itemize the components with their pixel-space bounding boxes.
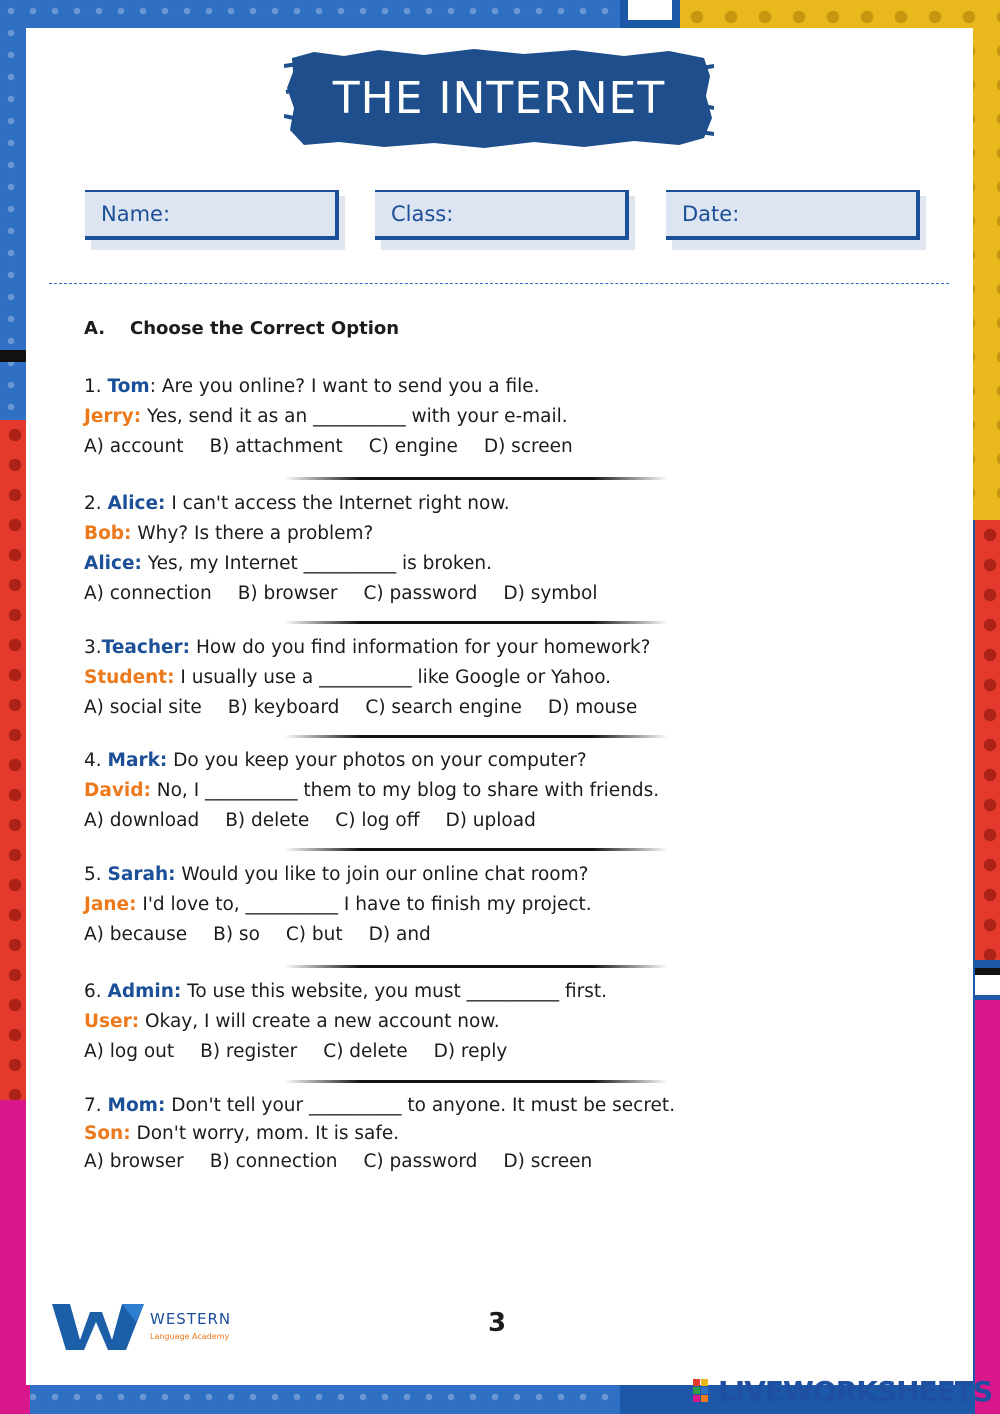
class-label: Class:	[391, 202, 454, 226]
dialogue-text: Would you like to join our online chat room?	[175, 864, 589, 885]
dialogue-text: Don't worry, mom. It is safe.	[130, 1123, 400, 1144]
w-logo-icon	[50, 1300, 146, 1354]
logo-name: WESTERN	[150, 1310, 232, 1328]
answer-option[interactable]: A) connection	[84, 583, 212, 604]
dialogue-text: Why? Is there a problem?	[131, 523, 374, 544]
dialogue-text: Okay, I will create a new account now.	[139, 1011, 500, 1032]
answer-option[interactable]: C) password	[363, 583, 478, 604]
question-separator	[284, 965, 668, 968]
question-2	[84, 489, 954, 609]
question-7	[84, 1092, 954, 1176]
answer-option[interactable]: A) download	[84, 810, 200, 831]
question-5	[84, 860, 954, 950]
title-banner	[284, 46, 714, 150]
answer-blank[interactable]: __________	[313, 406, 406, 427]
speaker-name: Alice:	[107, 493, 166, 514]
answer-option[interactable]: D) reply	[433, 1041, 508, 1062]
question-1	[84, 372, 954, 462]
dialogue-text: to anyone. It must be secret.	[401, 1095, 676, 1116]
dialogue-line	[84, 519, 954, 549]
speaker-name: Jane:	[84, 894, 137, 915]
dialogue-text: first.	[559, 981, 608, 1002]
answer-option[interactable]: D) screen	[503, 1151, 593, 1172]
bg-white-block	[628, 0, 672, 20]
speaker-name: Mom:	[107, 1095, 166, 1116]
dialogue-text: with your e-mail.	[405, 406, 568, 427]
dialogue-line	[84, 1007, 954, 1037]
answer-blank[interactable]: __________	[309, 1095, 402, 1116]
speaker-name: Tom	[107, 376, 150, 397]
brand-text: LIVEWORKSHEETS	[718, 1374, 993, 1408]
dialogue-text: them to my blog to share with friends.	[297, 780, 660, 801]
speaker-name: David:	[84, 780, 151, 801]
section-letter: A.	[84, 318, 106, 339]
dialogue-text: Yes, send it as an	[141, 406, 314, 427]
question-6	[84, 977, 954, 1067]
speaker-separator: :	[149, 376, 156, 397]
question-separator	[284, 477, 668, 480]
answer-options	[84, 579, 954, 609]
answer-blank[interactable]: __________	[245, 894, 339, 915]
dialogue-line	[84, 372, 954, 402]
question-separator	[284, 735, 668, 738]
class-field[interactable]	[375, 190, 629, 242]
answer-option[interactable]: D) symbol	[503, 583, 598, 604]
answer-option[interactable]: C) search engine	[365, 697, 522, 718]
dialogue-line	[84, 489, 954, 519]
dialogue-line	[84, 402, 954, 432]
speaker-name: Admin:	[107, 981, 182, 1002]
dialogue-line	[84, 977, 954, 1007]
logo-subtitle: Language Academy	[150, 1332, 230, 1341]
question-4	[84, 746, 954, 836]
question-3	[84, 633, 954, 723]
speaker-name: Son:	[84, 1123, 131, 1144]
dialogue-text: Yes, my Internet	[141, 553, 304, 574]
dialogue-text: No, I	[150, 780, 206, 801]
bg-pink-right	[975, 1000, 1000, 1414]
liveworksheets-logo-icon	[692, 1378, 718, 1404]
speaker-name: Student:	[84, 667, 175, 688]
dialogue-text: How do you find information for your homework?	[190, 637, 651, 658]
date-label: Date:	[682, 202, 740, 226]
question-number: 5.	[84, 864, 108, 885]
answer-option[interactable]: D) screen	[483, 436, 573, 457]
dialogue-text: I have to finish my project.	[338, 894, 592, 915]
question-number: 3.	[84, 637, 102, 658]
bg-red-right	[975, 520, 1000, 960]
dialogue-line	[84, 746, 954, 776]
speaker-name: Sarah:	[107, 864, 176, 885]
answer-option[interactable]: D) mouse	[547, 697, 638, 718]
answer-option[interactable]: C) engine	[368, 436, 458, 457]
dialogue-text: Do you keep your photos on your computer?	[167, 750, 587, 771]
name-field[interactable]	[85, 190, 339, 242]
dialogue-line	[84, 633, 954, 663]
dialogue-line	[84, 549, 954, 579]
answer-options	[84, 1037, 954, 1067]
date-field[interactable]	[666, 190, 920, 242]
answer-option[interactable]: A) because	[84, 924, 188, 945]
answer-blank[interactable]: __________	[205, 780, 298, 801]
answer-option[interactable]: A) log out	[84, 1041, 175, 1062]
answer-option[interactable]: D) upload	[445, 810, 536, 831]
answer-option[interactable]: B) register	[200, 1041, 298, 1062]
answer-option[interactable]: B) keyboard	[227, 697, 340, 718]
answer-option[interactable]: A) account	[84, 436, 184, 457]
answer-options	[84, 806, 954, 836]
answer-blank[interactable]: __________	[466, 981, 560, 1002]
question-number: 1.	[84, 376, 108, 397]
worksheet-page	[26, 28, 973, 1385]
answer-option[interactable]: C) but	[285, 924, 343, 945]
dialogue-text: is broken.	[396, 553, 492, 574]
answer-option[interactable]: B) delete	[225, 810, 310, 831]
answer-option[interactable]: A) browser	[84, 1151, 184, 1172]
answer-options	[84, 432, 954, 462]
answer-option[interactable]: B) attachment	[209, 436, 343, 457]
question-separator	[284, 1080, 668, 1083]
dialogue-text: To use this website, you must	[181, 981, 467, 1002]
answer-option[interactable]: B) so	[213, 924, 260, 945]
dialogue-line	[84, 1120, 954, 1148]
answer-option[interactable]: D) and	[368, 924, 431, 945]
speaker-name: Jerry:	[84, 406, 142, 427]
dialogue-line	[84, 663, 954, 693]
question-number: 2.	[84, 493, 108, 514]
speaker-name: Mark:	[107, 750, 168, 771]
dialogue-line	[84, 776, 954, 806]
answer-option[interactable]: C) log off	[335, 810, 420, 831]
answer-options	[84, 693, 954, 723]
page-number: 3	[488, 1308, 507, 1338]
question-number: 4.	[84, 750, 108, 771]
answer-option[interactable]: B) connection	[209, 1151, 338, 1172]
answer-blank[interactable]: __________	[303, 553, 397, 574]
name-label: Name:	[101, 202, 171, 226]
speaker-name: Alice:	[84, 553, 142, 574]
answer-options	[84, 920, 954, 950]
answer-option[interactable]: C) delete	[323, 1041, 408, 1062]
dialogue-text: I'd love to,	[136, 894, 246, 915]
dialogue-text: I can't access the Internet right now.	[165, 493, 510, 514]
page-title: THE INTERNET	[332, 72, 666, 124]
answer-options	[84, 1148, 954, 1176]
dashed-divider	[49, 283, 949, 284]
question-number: 7.	[84, 1095, 108, 1116]
question-separator	[284, 621, 668, 624]
dialogue-text: like Google or Yahoo.	[411, 667, 612, 688]
question-separator	[284, 848, 668, 851]
speaker-name: User:	[84, 1011, 140, 1032]
speaker-name: Teacher:	[101, 637, 191, 658]
academy-logo	[50, 1300, 250, 1356]
answer-option[interactable]: A) social site	[84, 697, 202, 718]
answer-blank[interactable]: __________	[319, 667, 412, 688]
answer-option[interactable]: B) browser	[237, 583, 338, 604]
section-title: Choose the Correct Option	[130, 318, 400, 339]
dialogue-line	[84, 890, 954, 920]
dialogue-text: I usually use a	[174, 667, 320, 688]
section-heading	[84, 318, 399, 339]
dialogue-text: Don't tell your	[165, 1095, 310, 1116]
answer-option[interactable]: C) password	[363, 1151, 478, 1172]
dialogue-text: Are you online? I want to send you a file.	[155, 376, 540, 397]
dialogue-line	[84, 1092, 954, 1120]
speaker-name: Bob:	[84, 523, 132, 544]
bg-white-block	[975, 975, 1000, 995]
question-number: 6.	[84, 981, 108, 1002]
dialogue-line	[84, 860, 954, 890]
liveworksheets-brand[interactable]	[692, 1376, 992, 1406]
